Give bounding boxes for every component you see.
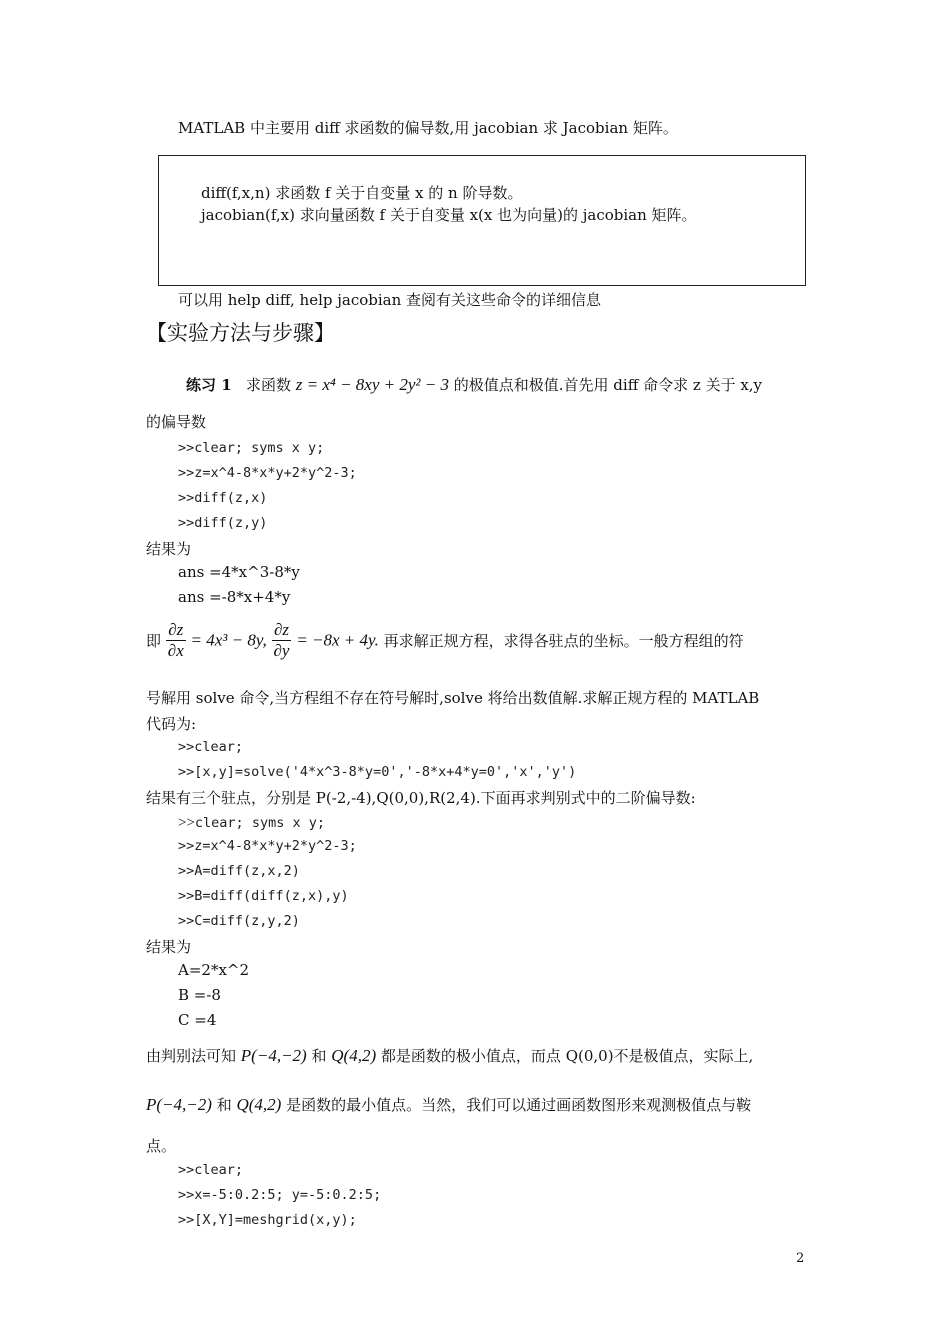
- para5-text-1: 和: [216, 1096, 232, 1114]
- code1-line-4: >>diff(z,y): [178, 515, 268, 531]
- derivative-trail: 再求解正规方程，求得各驻点的坐标。一般方程组的符: [383, 632, 744, 650]
- code2-line-2: >>[x,y]=solve('4*x^3-8*y=0','-8*x+4*y=0','x','y'): [178, 764, 577, 780]
- para4-text-2: 和: [311, 1047, 327, 1065]
- derivative-line: [146, 620, 744, 661]
- exercise-pre: 求函数: [245, 376, 291, 394]
- point-q-2: Q(4,2): [236, 1095, 282, 1114]
- point-p-1: P(−4,−2): [240, 1046, 307, 1065]
- para5-tail: 点。: [146, 1137, 177, 1155]
- exercise-formula: z = x⁴ − 8xy + 2y² − 3: [295, 375, 449, 394]
- code4-line-2: >>x=-5:0.2:5; y=-5:0.2:5;: [178, 1187, 382, 1203]
- code2-line-1: >>clear;: [178, 739, 244, 755]
- result2-line-2: B =-8: [178, 986, 221, 1004]
- code3-line-5: >>C=diff(z,y,2): [178, 913, 300, 929]
- para4-text-3: 都是函数的极小值点，而点 Q(0,0)不是极值点，实际上,: [380, 1047, 754, 1065]
- derivative-expr-2: = −8x + 4y.: [296, 630, 379, 650]
- code1-line-3: >>diff(z,x): [178, 490, 268, 506]
- result-label-1: 结果为: [146, 540, 192, 558]
- result1-line-1: ans =4*x^3-8*y: [178, 563, 300, 581]
- code4-line-3: >>[X,Y]=meshgrid(x,y);: [178, 1212, 357, 1228]
- fraction-dz-dy: [272, 620, 292, 661]
- derivative-expr-1: = 4x³ − 8y,: [190, 630, 267, 650]
- frac1-denominator: ∂x: [167, 641, 184, 660]
- exercise-line: [186, 374, 762, 395]
- section-heading: 【实验方法与步骤】: [146, 321, 335, 345]
- result2-line-1: A=2*x^2: [178, 961, 250, 979]
- exercise-label: 练习 1: [186, 376, 232, 394]
- code3-line-3: >>A=diff(z,x,2): [178, 863, 300, 879]
- para2-line-2: 代码为:: [146, 715, 197, 733]
- para4-text-1: 由判别法可知: [146, 1047, 237, 1065]
- code3-first-rest: clear; syms x y;: [194, 815, 325, 831]
- code1-line-2: >>z=x^4-8*x*y+2*y^2-3;: [178, 465, 357, 481]
- code3-line-4: >>B=diff(diff(z,x),y): [178, 888, 349, 904]
- para3: 结果有三个驻点，分别是 P(-2,-4),Q(0,0),R(2,4).下面再求判别式中的二阶偏导数:: [146, 789, 696, 807]
- exercise-post: 的极值点和极值.首先用 diff 命令求 z 关于 x,y: [453, 376, 763, 394]
- para2-line-1: 号解用 solve 命令,当方程组不存在符号解时,solve 将给出数值解.求解正规方程的 MATLAB: [146, 689, 760, 707]
- fraction-dz-dx: [166, 620, 186, 661]
- page-number: 2: [796, 1251, 805, 1266]
- result1-line-2: ans =-8*x+4*y: [178, 588, 291, 606]
- derivative-lead: 即: [146, 632, 162, 650]
- intro-text: MATLAB 中主要用 diff 求函数的偏导数,用 jacobian 求 Jacobian 矩阵。: [178, 119, 678, 137]
- frac2-numerator: ∂z: [272, 620, 292, 641]
- code3-prompt: >>: [178, 815, 195, 831]
- result2-line-3: C =4: [178, 1011, 217, 1029]
- exercise-cont: 的偏导数: [146, 413, 207, 431]
- code3-line-2: >>z=x^4-8*x*y+2*y^2-3;: [178, 838, 357, 854]
- frac2-denominator: ∂y: [273, 641, 290, 660]
- box-line-diff: diff(f,x,n) 求函数 f 关于自变量 x 的 n 阶导数。: [201, 184, 523, 202]
- help-note: 可以用 help diff, help jacobian 查阅有关这些命令的详细信息: [178, 291, 602, 309]
- para5: [146, 1094, 751, 1115]
- point-q-1: Q(4,2): [331, 1046, 377, 1065]
- box-line-jacobian: jacobian(f,x) 求向量函数 f 关于自变量 x(x 也为向量)的 jacobian 矩阵。: [201, 206, 697, 224]
- code1-line-1: >>clear; syms x y;: [178, 440, 325, 456]
- code3-line-1: [178, 815, 325, 832]
- result-label-2: 结果为: [146, 938, 192, 956]
- para5-text-2: 是函数的最小值点。当然，我们可以通过画函数图形来观测极值点与鞍: [286, 1096, 752, 1114]
- para4: [146, 1045, 753, 1066]
- point-p-2: P(−4,−2): [146, 1095, 212, 1114]
- frac1-numerator: ∂z: [166, 620, 186, 641]
- code4-line-1: >>clear;: [178, 1162, 244, 1178]
